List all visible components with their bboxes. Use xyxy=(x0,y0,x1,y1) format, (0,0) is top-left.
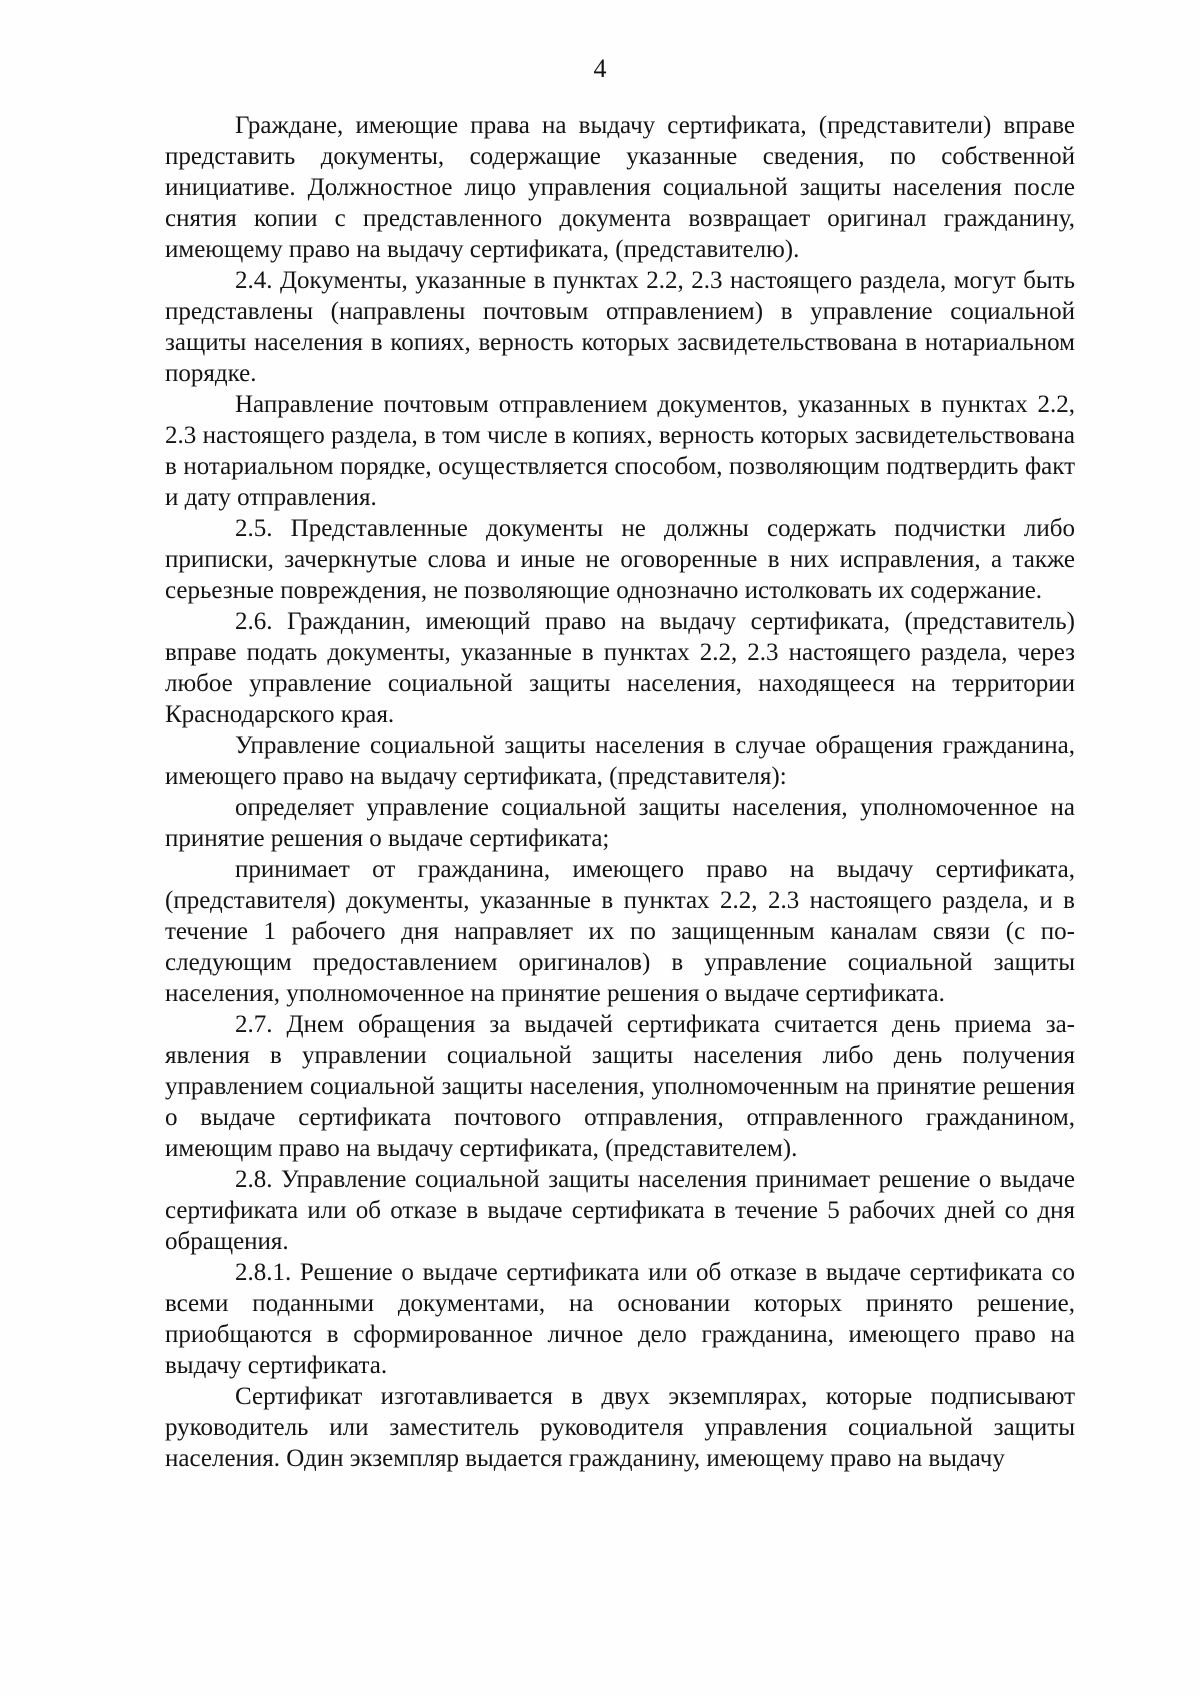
paragraph: 2.8.1. Решение о выдаче сертификата или об отказе в выдаче сертификата со всеми поданными документами, на основании которых принято решение, приобщаются в сформированное личное дело гражданина, имеющего право на выдачу сертификата. xyxy=(165,1259,1075,1379)
paragraph: 2.4. Документы, указанные в пунктах 2.2, 2.3 настоящего раздела, могут быть представлены (направлены почтовым отправлением) в управление социальной защиты населения в копиях, верность которых засвидетельствована в нотариальном порядке. xyxy=(165,267,1075,387)
paragraph: Направление почтовым отправлением документов, указанных в пунктах 2.2, 2.3 настоящего раздела, в том числе в копиях, верность которых засвидетельствована в нотариальном порядке, осуществляется способом, позволяющим подтвердить факт и дату отправления. xyxy=(165,391,1075,511)
paragraph: Управление социальной защиты населения в случае обращения гражданина, имеющего право на выдачу сертификата, (представителя): xyxy=(165,732,1075,790)
paragraph: принимает от гражданина, имеющего право на выдачу сертификата, (представителя) документы, указанные в пунктах 2.2, 2.3 настоящего раздела, и в течение 1 рабочего дня направляет их по защищенным каналам связи (с последующим предоставлением оригиналов) в управление социальной защиты населения, уполномоченное на принятие решения о выдаче сертификата. xyxy=(165,856,1075,1007)
paragraph: 2.6. Гражданин, имеющий право на выдачу сертификата, (представитель) вправе подать документы, указанные в пунктах 2.2, 2.3 настоящего раздела, через любое управление социальной защиты населения, находящееся на территории Краснодарского края. xyxy=(165,608,1075,728)
page-number: 4 xyxy=(593,54,607,83)
paragraph: определяет управление социальной защиты населения, уполномоченное на принятие решения о выдаче сертификата; xyxy=(165,794,1075,852)
paragraph: 2.5. Представленные документы не должны содержать подчистки либо приписки, зачеркнутые слова и иные не оговоренные в них исправления, а также серьезные повреждения, не позволяющие однозначно истолковать их содержание. xyxy=(165,515,1075,604)
document-body xyxy=(165,110,1075,1474)
paragraph: Сертификат изготавливается в двух экземплярах, которые подписывают руководитель или заместитель руководителя управления социальной защиты населения. Один экземпляр выдается гражданину, имеющему право на выдачу xyxy=(165,1383,1075,1472)
paragraph: Граждане, имеющие права на выдачу сертификата, (представители) вправе представить документы, содержащие указанные сведения, по собственной инициативе. Должностное лицо управления социальной защиты населения после снятия копии с представленного документа возвращает оригинал гражданину, имеющему право на выдачу сертификата, (представителю). xyxy=(165,112,1075,263)
paragraph: 2.8. Управление социальной защиты населения принимает решение о выдаче сертификата или об отказе в выдаче сертификата в течение 5 рабочих дней со дня обращения. xyxy=(165,1166,1075,1255)
paragraph: 2.7. Днем обращения за выдачей сертификата считается день приема заявления в управлении социальной защиты населения либо день получения управлением социальной защиты населения, уполномоченным на принятие решения о выдаче сертификата почтового отправления, отправленного гражданином, имеющим право на выдачу сертификата, (представителем). xyxy=(165,1011,1075,1162)
